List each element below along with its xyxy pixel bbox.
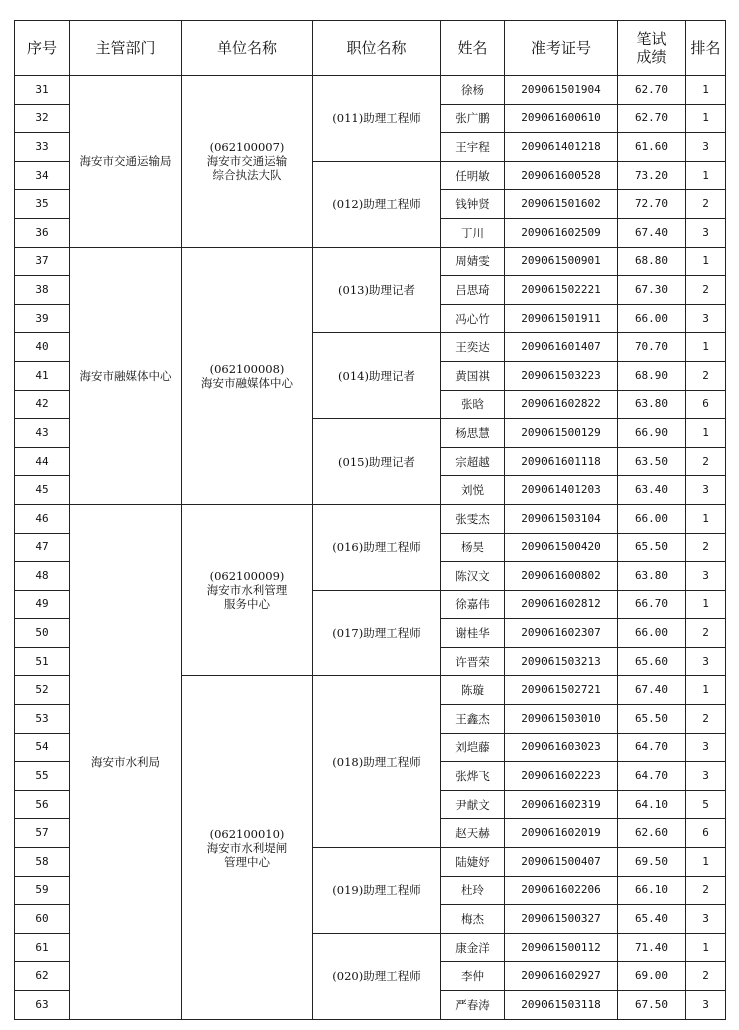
score-cell: 66.90: [618, 419, 686, 448]
ticket-cell: 209061502721: [505, 676, 618, 705]
position-cell: (014)助理记者: [313, 333, 441, 419]
name-cell: 周婧雯: [441, 247, 505, 276]
position-cell: (015)助理记者: [313, 419, 441, 505]
position-cell: (017)助理工程师: [313, 590, 441, 676]
name-cell: 刘垲藤: [441, 733, 505, 762]
score-cell: 62.70: [618, 76, 686, 105]
header-row: [15, 21, 726, 76]
score-cell: 64.70: [618, 733, 686, 762]
seq-cell: 41: [15, 361, 70, 390]
rank-cell: 6: [686, 390, 726, 419]
name-cell: 陆婕妤: [441, 848, 505, 877]
unit-code: (062100010): [209, 826, 285, 841]
name-cell: 刘悦: [441, 476, 505, 505]
score-cell: 72.70: [618, 190, 686, 219]
seq-cell: 31: [15, 76, 70, 105]
seq-cell: 43: [15, 419, 70, 448]
ticket-cell: 209061602822: [505, 390, 618, 419]
name-cell: 徐嘉伟: [441, 590, 505, 619]
rank-cell: 1: [686, 247, 726, 276]
seq-cell: 37: [15, 247, 70, 276]
table-row: [15, 76, 726, 105]
header-score-line2: 成绩: [636, 48, 667, 66]
name-cell: 杨思慧: [441, 419, 505, 448]
seq-cell: 44: [15, 447, 70, 476]
rank-cell: 3: [686, 304, 726, 333]
name-cell: 杨昊: [441, 533, 505, 562]
name-cell: 严春涛: [441, 991, 505, 1020]
score-cell: 65.50: [618, 533, 686, 562]
seq-cell: 58: [15, 848, 70, 877]
ticket-cell: 209061503118: [505, 991, 618, 1020]
header-rank: 排名: [686, 21, 726, 76]
ticket-cell: 209061602307: [505, 619, 618, 648]
score-cell: 64.10: [618, 790, 686, 819]
position-cell: (013)助理记者: [313, 247, 441, 333]
seq-cell: 59: [15, 876, 70, 905]
seq-cell: 46: [15, 504, 70, 533]
name-cell: 赵天赫: [441, 819, 505, 848]
seq-cell: 34: [15, 161, 70, 190]
seq-cell: 50: [15, 619, 70, 648]
ticket-cell: 209061401218: [505, 133, 618, 162]
score-cell: 65.60: [618, 647, 686, 676]
rank-cell: 3: [686, 562, 726, 591]
ticket-cell: 209061500327: [505, 905, 618, 934]
ticket-cell: 209061502221: [505, 276, 618, 305]
seq-cell: 54: [15, 733, 70, 762]
name-cell: 黄国祺: [441, 361, 505, 390]
name-cell: 梅杰: [441, 905, 505, 934]
ticket-cell: 209061501602: [505, 190, 618, 219]
score-cell: 65.50: [618, 705, 686, 734]
score-cell: 66.00: [618, 504, 686, 533]
ticket-cell: 209061602319: [505, 790, 618, 819]
score-cell: 67.30: [618, 276, 686, 305]
name-cell: 杜玲: [441, 876, 505, 905]
name-cell: 钱钟贤: [441, 190, 505, 219]
name-cell: 王宇程: [441, 133, 505, 162]
dept-cell: 海安市水利局: [70, 504, 182, 1019]
seq-cell: 36: [15, 218, 70, 247]
ticket-cell: 209061602927: [505, 962, 618, 991]
header-unit: 单位名称: [182, 21, 313, 76]
name-cell: 张烨飞: [441, 762, 505, 791]
score-cell: 69.00: [618, 962, 686, 991]
score-cell: 63.40: [618, 476, 686, 505]
name-cell: 宗超越: [441, 447, 505, 476]
name-cell: 许晋荣: [441, 647, 505, 676]
seq-cell: 47: [15, 533, 70, 562]
ticket-cell: 209061602509: [505, 218, 618, 247]
ticket-cell: 209061600610: [505, 104, 618, 133]
name-cell: 徐杨: [441, 76, 505, 105]
name-cell: 尹献文: [441, 790, 505, 819]
rank-cell: 2: [686, 447, 726, 476]
rank-cell: 1: [686, 504, 726, 533]
ticket-cell: 209061503223: [505, 361, 618, 390]
score-cell: 67.50: [618, 991, 686, 1020]
name-cell: 李仲: [441, 962, 505, 991]
seq-cell: 56: [15, 790, 70, 819]
seq-cell: 32: [15, 104, 70, 133]
ticket-cell: 209061500420: [505, 533, 618, 562]
ticket-cell: 209061501904: [505, 76, 618, 105]
header-seq: 序号: [15, 21, 70, 76]
ticket-cell: 209061500129: [505, 419, 618, 448]
score-cell: 67.40: [618, 676, 686, 705]
unit-cell: [182, 76, 313, 248]
unit-cell: [182, 676, 313, 1019]
ticket-cell: 209061503010: [505, 705, 618, 734]
seq-cell: 42: [15, 390, 70, 419]
rank-cell: 6: [686, 819, 726, 848]
position-cell: (011)助理工程师: [313, 76, 441, 162]
seq-cell: 48: [15, 562, 70, 591]
rank-cell: 3: [686, 476, 726, 505]
score-cell: 62.70: [618, 104, 686, 133]
rank-cell: 3: [686, 991, 726, 1020]
ticket-cell: 209061501911: [505, 304, 618, 333]
score-cell: 66.70: [618, 590, 686, 619]
rank-cell: 1: [686, 933, 726, 962]
seq-cell: 57: [15, 819, 70, 848]
score-cell: 73.20: [618, 161, 686, 190]
rank-cell: 1: [686, 419, 726, 448]
rank-cell: 2: [686, 876, 726, 905]
rank-cell: 2: [686, 962, 726, 991]
rank-cell: 1: [686, 333, 726, 362]
score-cell: 63.50: [618, 447, 686, 476]
rank-cell: 1: [686, 676, 726, 705]
position-cell: (016)助理工程师: [313, 504, 441, 590]
seq-cell: 55: [15, 762, 70, 791]
rank-cell: 2: [686, 705, 726, 734]
score-cell: 66.00: [618, 619, 686, 648]
unit-name-line2: 综合执法大队: [212, 168, 282, 183]
seq-cell: 61: [15, 933, 70, 962]
table-row: [15, 247, 726, 276]
name-cell: 丁川: [441, 218, 505, 247]
ticket-cell: 209061603023: [505, 733, 618, 762]
unit-name-line1: 海安市水利管理: [206, 583, 288, 598]
ticket-cell: 209061602812: [505, 590, 618, 619]
name-cell: 张雯杰: [441, 504, 505, 533]
unit-code: (062100009): [209, 569, 285, 584]
unit-code: (062100007): [209, 140, 285, 155]
score-cell: 70.70: [618, 333, 686, 362]
position-cell: (012)助理工程师: [313, 161, 441, 247]
seq-cell: 39: [15, 304, 70, 333]
seq-cell: 45: [15, 476, 70, 505]
seq-cell: 40: [15, 333, 70, 362]
ticket-cell: 209061602223: [505, 762, 618, 791]
unit-name-line1: 海安市融媒体中心: [201, 375, 293, 390]
score-cell: 62.60: [618, 819, 686, 848]
dept-cell: 海安市融媒体中心: [70, 247, 182, 504]
score-cell: 64.70: [618, 762, 686, 791]
name-cell: 陈璇: [441, 676, 505, 705]
rank-cell: 3: [686, 762, 726, 791]
rank-cell: 1: [686, 161, 726, 190]
score-cell: 71.40: [618, 933, 686, 962]
score-cell: 68.90: [618, 361, 686, 390]
header-score-line1: 笔试: [636, 30, 667, 48]
score-cell: 69.50: [618, 848, 686, 877]
rank-cell: 3: [686, 733, 726, 762]
rank-cell: 3: [686, 218, 726, 247]
seq-cell: 35: [15, 190, 70, 219]
ticket-cell: 209061500407: [505, 848, 618, 877]
rank-cell: 2: [686, 190, 726, 219]
position-cell: (019)助理工程师: [313, 848, 441, 934]
name-cell: 任明敏: [441, 161, 505, 190]
rank-cell: 3: [686, 133, 726, 162]
name-cell: 王鑫杰: [441, 705, 505, 734]
seq-cell: 38: [15, 276, 70, 305]
unit-cell: [182, 247, 313, 504]
rank-cell: 2: [686, 533, 726, 562]
rank-cell: 5: [686, 790, 726, 819]
seq-cell: 60: [15, 905, 70, 934]
score-cell: 61.60: [618, 133, 686, 162]
unit-name-line1: 海安市水利堤闸: [206, 840, 288, 855]
results-table: [14, 20, 726, 1020]
score-cell: 66.10: [618, 876, 686, 905]
name-cell: 康金洋: [441, 933, 505, 962]
rank-cell: 2: [686, 361, 726, 390]
unit-code: (062100008): [209, 361, 285, 376]
unit-name-line2: 服务中心: [224, 597, 270, 612]
ticket-cell: 209061600802: [505, 562, 618, 591]
name-cell: 吕思琦: [441, 276, 505, 305]
score-cell: 68.80: [618, 247, 686, 276]
score-cell: 63.80: [618, 390, 686, 419]
rank-cell: 1: [686, 848, 726, 877]
dept-cell: 海安市交通运输局: [70, 76, 182, 248]
rank-cell: 1: [686, 590, 726, 619]
rank-cell: 3: [686, 647, 726, 676]
ticket-cell: 209061602206: [505, 876, 618, 905]
name-cell: 冯心竹: [441, 304, 505, 333]
seq-cell: 51: [15, 647, 70, 676]
seq-cell: 33: [15, 133, 70, 162]
unit-name-line2: 管理中心: [224, 854, 270, 869]
score-cell: 65.40: [618, 905, 686, 934]
table-body: [15, 76, 726, 1020]
seq-cell: 52: [15, 676, 70, 705]
name-cell: 张广鹏: [441, 104, 505, 133]
seq-cell: 63: [15, 991, 70, 1020]
rank-cell: 2: [686, 619, 726, 648]
ticket-cell: 209061503213: [505, 647, 618, 676]
ticket-cell: 209061503104: [505, 504, 618, 533]
ticket-cell: 209061602019: [505, 819, 618, 848]
header-score: [618, 21, 686, 76]
seq-cell: 53: [15, 705, 70, 734]
name-cell: 张晗: [441, 390, 505, 419]
rank-cell: 1: [686, 104, 726, 133]
unit-cell: [182, 504, 313, 676]
ticket-cell: 209061500901: [505, 247, 618, 276]
name-cell: 王奕达: [441, 333, 505, 362]
score-cell: 66.00: [618, 304, 686, 333]
header-ticket: 准考证号: [505, 21, 618, 76]
rank-cell: 2: [686, 276, 726, 305]
score-cell: 67.40: [618, 218, 686, 247]
header-dept: 主管部门: [70, 21, 182, 76]
position-cell: (018)助理工程师: [313, 676, 441, 848]
header-position: 职位名称: [313, 21, 441, 76]
ticket-cell: 209061601118: [505, 447, 618, 476]
ticket-cell: 209061600528: [505, 161, 618, 190]
score-cell: 63.80: [618, 562, 686, 591]
seq-cell: 62: [15, 962, 70, 991]
ticket-cell: 209061401203: [505, 476, 618, 505]
unit-name-line1: 海安市交通运输: [206, 154, 288, 169]
table-header: [15, 21, 726, 76]
name-cell: 陈汉文: [441, 562, 505, 591]
name-cell: 谢桂华: [441, 619, 505, 648]
header-name: 姓名: [441, 21, 505, 76]
rank-cell: 1: [686, 76, 726, 105]
table-row: [15, 504, 726, 533]
ticket-cell: 209061500112: [505, 933, 618, 962]
rank-cell: 3: [686, 905, 726, 934]
seq-cell: 49: [15, 590, 70, 619]
position-cell: (020)助理工程师: [313, 933, 441, 1019]
ticket-cell: 209061601407: [505, 333, 618, 362]
